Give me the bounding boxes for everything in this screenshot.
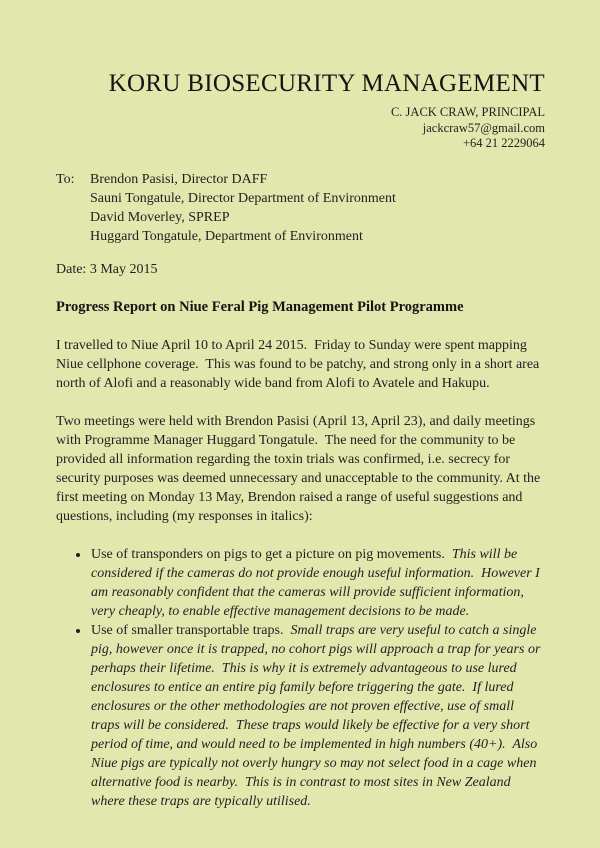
recipient-line: Sauni Tongatule, Director Department of Environment	[90, 190, 396, 206]
phone-line: +64 21 2229064	[462, 136, 545, 150]
date-label: Date:	[56, 261, 87, 277]
suggestions-list	[56, 545, 545, 811]
paragraph-meetings: Two meetings were held with Brendon Pasisi (April 13, April 23), and daily meetings with Programme Manager Huggard Tongatule. The need for the community to be provided all information regarding the toxin trials was confirmed, i.e. secrecy for security purposes was deemed unnecessary and unacceptable to the community. At the first meeting on Monday 13 May, Brendon raised a range of useful suggestions and questions, including (my responses in italics):	[56, 413, 544, 524]
bullet-lead: Use of smaller transportable traps.	[91, 622, 291, 638]
bullet-lead: Use of transponders on pigs to get a picture on pig movements.	[91, 546, 452, 562]
recipients-block	[56, 170, 545, 246]
paragraph-travel: I travelled to Niue April 10 to April 24 2015. Friday to Sunday were spent mapping Niue cellphone coverage. This was found to be patchy, and strong only in a short area north of Alofi and a reasonably wide band from Alofi to Avatele and Hakupu.	[56, 337, 543, 391]
bullet-response: Small traps are very useful to catch a single pig, however once it is trapped, no cohort pigs will approach a trap for years or perhaps their lifetime. This is why it is extremely advantageous to use lured enclosures to entice an entire pig family before triggering the gate. If lured enclosures or the other methodologies are not proven effective, use of small traps will be considered. These traps would likely be effective for a very short period of time, and would need to be implemented in high numbers (40+). Also Niue pigs are typically not overly hungry so may not select food in a cage when alternative food is nearby. This is in contrast to most sites in New Zealand where these traps are typically utilised.	[91, 622, 544, 809]
list-item-small-traps	[90, 621, 545, 811]
recipient-line: David Moverley, SPREP	[90, 209, 230, 225]
date-line	[56, 260, 545, 279]
email-line: jackcraw57@gmail.com	[422, 120, 545, 135]
recipient-line: Brendon Pasisi, Director DAFF	[90, 171, 268, 187]
principal-line: C. JACK CRAW, PRINCIPAL	[390, 105, 545, 119]
letterhead	[56, 70, 545, 152]
subject-heading: Progress Report on Niue Feral Pig Management Pilot Programme	[56, 298, 464, 315]
recipient-line: Huggard Tongatule, Department of Environment	[90, 228, 363, 244]
recipient-list	[90, 170, 545, 246]
list-item-transponders	[90, 545, 545, 621]
bullet-response: This will be considered if the cameras do not provide enough useful information. However I am reasonably confident that the cameras will provide sufficient information, very cheaply, to enable effective management decisions to be made.	[91, 546, 544, 619]
date-value: 3 May 2015	[89, 261, 158, 277]
to-label: To:	[56, 171, 75, 187]
company-title: KORU BIOSECURITY MANAGEMENT	[108, 70, 545, 97]
